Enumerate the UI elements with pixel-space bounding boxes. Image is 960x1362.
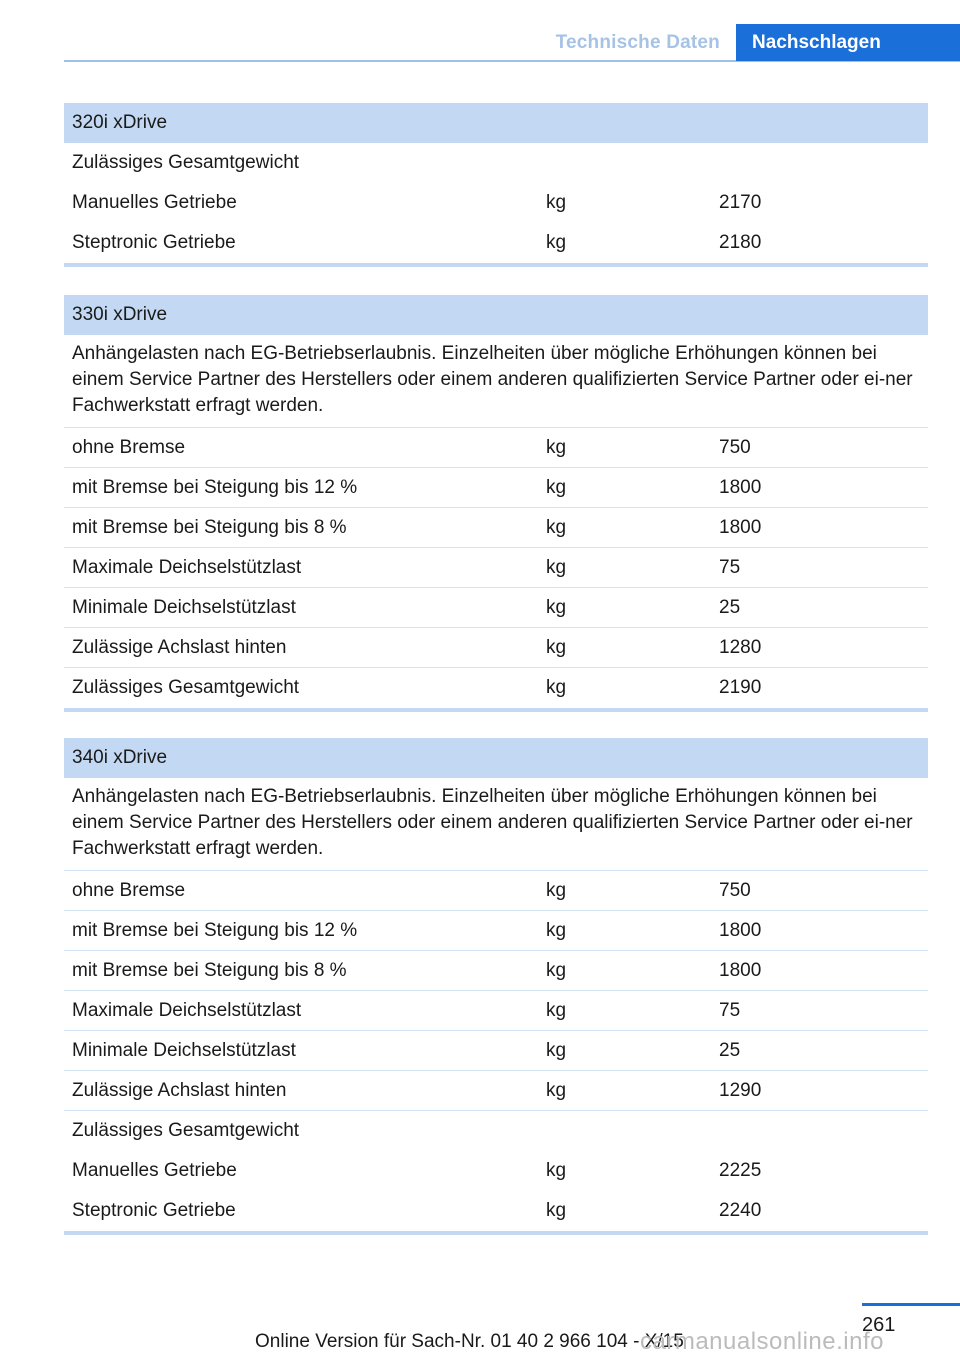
watermark: carmanualsonline.info: [640, 1328, 884, 1355]
row-unit: kg: [546, 880, 567, 901]
row-value: 2170: [719, 192, 762, 213]
table-row: [64, 428, 928, 468]
row-unit: kg: [546, 960, 567, 981]
table-row: [64, 588, 928, 628]
table-row: [64, 1151, 928, 1191]
row-label: Minimale Deichselstützlast: [72, 1040, 296, 1061]
row-unit: kg: [546, 1040, 567, 1061]
row-unit: kg: [546, 437, 567, 458]
row-unit: kg: [546, 920, 567, 941]
table-end-rule: [64, 263, 928, 267]
row-value: 2180: [719, 232, 762, 253]
table-row: [64, 468, 928, 508]
row-label: mit Bremse bei Steigung bis 8 %: [72, 517, 347, 538]
row-label: ohne Bremse: [72, 437, 186, 458]
table-title: 340i xDrive: [64, 738, 928, 778]
table-row: [64, 871, 928, 911]
table-340i-xdrive: [64, 738, 928, 1235]
table-row: [64, 628, 928, 668]
row-value: 25: [719, 1040, 741, 1061]
row-label: Zulässige Achslast hinten: [72, 637, 287, 658]
row-unit: kg: [546, 1000, 567, 1021]
row-label: Zulässiges Gesamtgewicht: [72, 677, 300, 698]
table-end-rule: [64, 708, 928, 712]
page-header: [64, 24, 960, 62]
row-value: 75: [719, 557, 741, 578]
row-value: 1290: [719, 1080, 762, 1101]
row-label: Zulässiges Gesamtgewicht: [72, 1120, 300, 1141]
table-row: [64, 668, 928, 708]
row-unit: kg: [546, 557, 567, 578]
table-row: [64, 548, 928, 588]
row-value: 1280: [719, 637, 762, 658]
page-number-rule: [862, 1303, 960, 1306]
row-label: Maximale Deichselstützlast: [72, 1000, 302, 1021]
table-title: 320i xDrive: [64, 103, 928, 143]
table-row: [64, 1111, 928, 1151]
row-value: 2240: [719, 1200, 762, 1221]
table-row: [64, 183, 928, 223]
table-row: [64, 1031, 928, 1071]
row-value: 1800: [719, 920, 762, 941]
row-unit: kg: [546, 1080, 567, 1101]
row-label: mit Bremse bei Steigung bis 12 %: [72, 920, 358, 941]
table-330i-xdrive: [64, 295, 928, 712]
table-row: [64, 1191, 928, 1231]
row-label: Zulässiges Gesamtgewicht: [72, 152, 300, 173]
row-label: Manuelles Getriebe: [72, 1160, 237, 1181]
row-unit: kg: [546, 517, 567, 538]
row-label: Maximale Deichselstützlast: [72, 557, 302, 578]
row-unit: kg: [546, 637, 567, 658]
table-end-rule: [64, 1231, 928, 1235]
table-row: [64, 143, 928, 183]
row-value: 1800: [719, 477, 762, 498]
table-row: [64, 223, 928, 263]
table-row: [64, 951, 928, 991]
row-unit: kg: [546, 1200, 567, 1221]
row-unit: kg: [546, 1160, 567, 1181]
row-label: ohne Bremse: [72, 880, 186, 901]
table-title: 330i xDrive: [64, 295, 928, 335]
row-value: 1800: [719, 517, 762, 538]
row-label: Manuelles Getriebe: [72, 192, 237, 213]
chapter-tab[interactable]: Nachschlagen: [736, 24, 960, 61]
row-value: 2190: [719, 677, 762, 698]
row-label: mit Bremse bei Steigung bis 8 %: [72, 960, 347, 981]
table-note: Anhängelasten nach EG-Betriebserlaubnis. Einzelheiten über mögliche Erhöhungen können bei einem Service Partner des Herstellers oder einem anderen qualifizierten Service Partner oder ei-ner Fachwerkstatt erfragt werden.: [64, 778, 928, 871]
row-label: Steptronic Getriebe: [72, 1200, 236, 1221]
table-row: [64, 911, 928, 951]
row-unit: kg: [546, 597, 567, 618]
row-unit: kg: [546, 677, 567, 698]
row-label: Zulässige Achslast hinten: [72, 1080, 287, 1101]
row-unit: kg: [546, 232, 567, 253]
row-value: 2225: [719, 1160, 762, 1181]
row-unit: kg: [546, 192, 567, 213]
row-label: Steptronic Getriebe: [72, 232, 236, 253]
row-value: 750: [719, 880, 751, 901]
section-tab[interactable]: Technische Daten: [555, 32, 720, 53]
table-note: Anhängelasten nach EG-Betriebserlaubnis. Einzelheiten über mögliche Erhöhungen können bei einem Service Partner des Herstellers oder einem anderen qualifizierten Service Partner oder ei-ner Fachwerkstatt erfragt werden.: [64, 335, 928, 428]
row-label: Minimale Deichselstützlast: [72, 597, 296, 618]
row-value: 750: [719, 437, 751, 458]
table-320i-xdrive: [64, 103, 928, 267]
row-value: 1800: [719, 960, 762, 981]
row-unit: kg: [546, 477, 567, 498]
row-label: mit Bremse bei Steigung bis 12 %: [72, 477, 358, 498]
row-value: 75: [719, 1000, 741, 1021]
table-row: [64, 991, 928, 1031]
page-number: 261: [862, 1314, 896, 1336]
table-row: [64, 508, 928, 548]
footer-text: Online Version für Sach-Nr. 01 40 2 966 104 - X/15: [255, 1331, 684, 1352]
table-row: [64, 1071, 928, 1111]
row-value: 25: [719, 597, 741, 618]
